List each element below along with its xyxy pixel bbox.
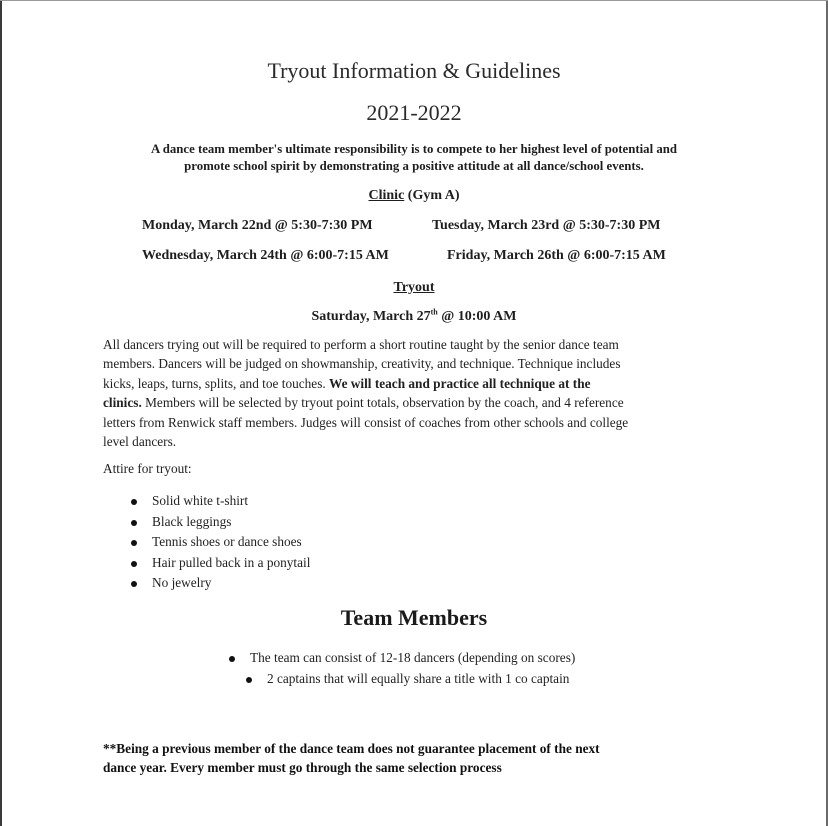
attire-item-text: Solid white t-shirt <box>152 493 249 508</box>
team-item <box>228 650 575 666</box>
team-item <box>245 671 569 687</box>
attire-item <box>128 555 310 576</box>
clinic-heading <box>0 188 828 204</box>
bullet-icon <box>229 656 235 662</box>
document-title: Tryout Information & Guidelines <box>267 58 561 83</box>
paragraph-line: members. Dancers will be judged on showmanship, creativity, and technique. Technique includes <box>103 356 621 372</box>
paragraph-line: letters from Renwick staff members. Judges will consist of coaches from other schools and college <box>103 414 629 430</box>
paragraph-text: Members will be selected by tryout point totals, observation by the coach, and 4 reference <box>141 395 624 411</box>
clinic-session: Wednesday, March 24th @ 6:00-7:15 AM <box>142 248 389 263</box>
attire-item-text: Hair pulled back in a ponytail <box>152 554 311 570</box>
paragraph-line <box>103 393 723 412</box>
attire-item-text: Tennis shoes or dance shoes <box>152 534 302 550</box>
bullet-icon <box>131 540 137 546</box>
clinic-location: (Gym A) <box>407 188 460 203</box>
clinic-session: Friday, March 26th @ 6:00-7:15 AM <box>447 248 666 263</box>
document-year: 2021-2022 <box>366 100 462 125</box>
tryout-date <box>0 309 828 325</box>
bullet-icon <box>131 499 137 505</box>
attire-item <box>128 493 310 514</box>
bullet-icon <box>131 520 137 526</box>
clinic-heading-label: Clinic <box>368 188 405 203</box>
paragraph-emphasis: clinics. <box>103 395 142 411</box>
team-members-title: Team Members <box>340 605 488 630</box>
placement-note <box>103 739 600 777</box>
mission-line: promote school spirit by demonstrating a positive attitude at all dance/school events. <box>184 159 644 173</box>
tryout-heading: Tryout <box>393 280 435 295</box>
attire-item <box>128 514 310 535</box>
bullet-icon <box>131 561 137 567</box>
attire-item-text: Black leggings <box>152 513 232 529</box>
attire-label: Attire for tryout: <box>103 461 192 476</box>
clinic-session: Tuesday, March 23rd @ 5:30-7:30 PM <box>432 218 661 233</box>
attire-item-text: No jewelry <box>152 575 212 591</box>
page-border-top <box>0 0 828 1</box>
tryout-description <box>103 335 723 451</box>
note-line: **Being a previous member of the dance team does not guarantee placement of the next <box>103 741 600 756</box>
paragraph-line: All dancers trying out will be required to perform a short routine taught by the senior dance team <box>103 337 619 352</box>
paragraph-line <box>103 374 723 393</box>
attire-item <box>128 534 310 555</box>
attire-list <box>128 493 310 596</box>
team-item-text: The team can consist of 12-18 dancers (depending on scores) <box>250 650 576 665</box>
bullet-icon <box>246 677 252 683</box>
paragraph-line: level dancers. <box>103 434 177 450</box>
note-line: dance year. Every member must go through the same selection process <box>103 760 502 775</box>
mission-line: A dance team member's ultimate responsibility is to compete to her highest level of potential and <box>151 142 677 156</box>
mission-statement <box>0 141 828 175</box>
paragraph-text: kicks, leaps, turns, splits, and toe touches. <box>103 375 330 391</box>
tryout-date-time: @ 10:00 AM <box>437 309 517 324</box>
paragraph-emphasis: We will teach and practice all technique at the <box>329 375 591 391</box>
clinic-session: Monday, March 22nd @ 5:30-7:30 PM <box>142 218 373 233</box>
bullet-icon <box>131 581 137 587</box>
tryout-date-ordinal: th <box>430 307 438 317</box>
team-item-text: 2 captains that will equally share a title with 1 co captain <box>267 671 570 686</box>
tryout-date-day: Saturday, March 27 <box>311 309 431 324</box>
attire-item <box>128 575 310 596</box>
